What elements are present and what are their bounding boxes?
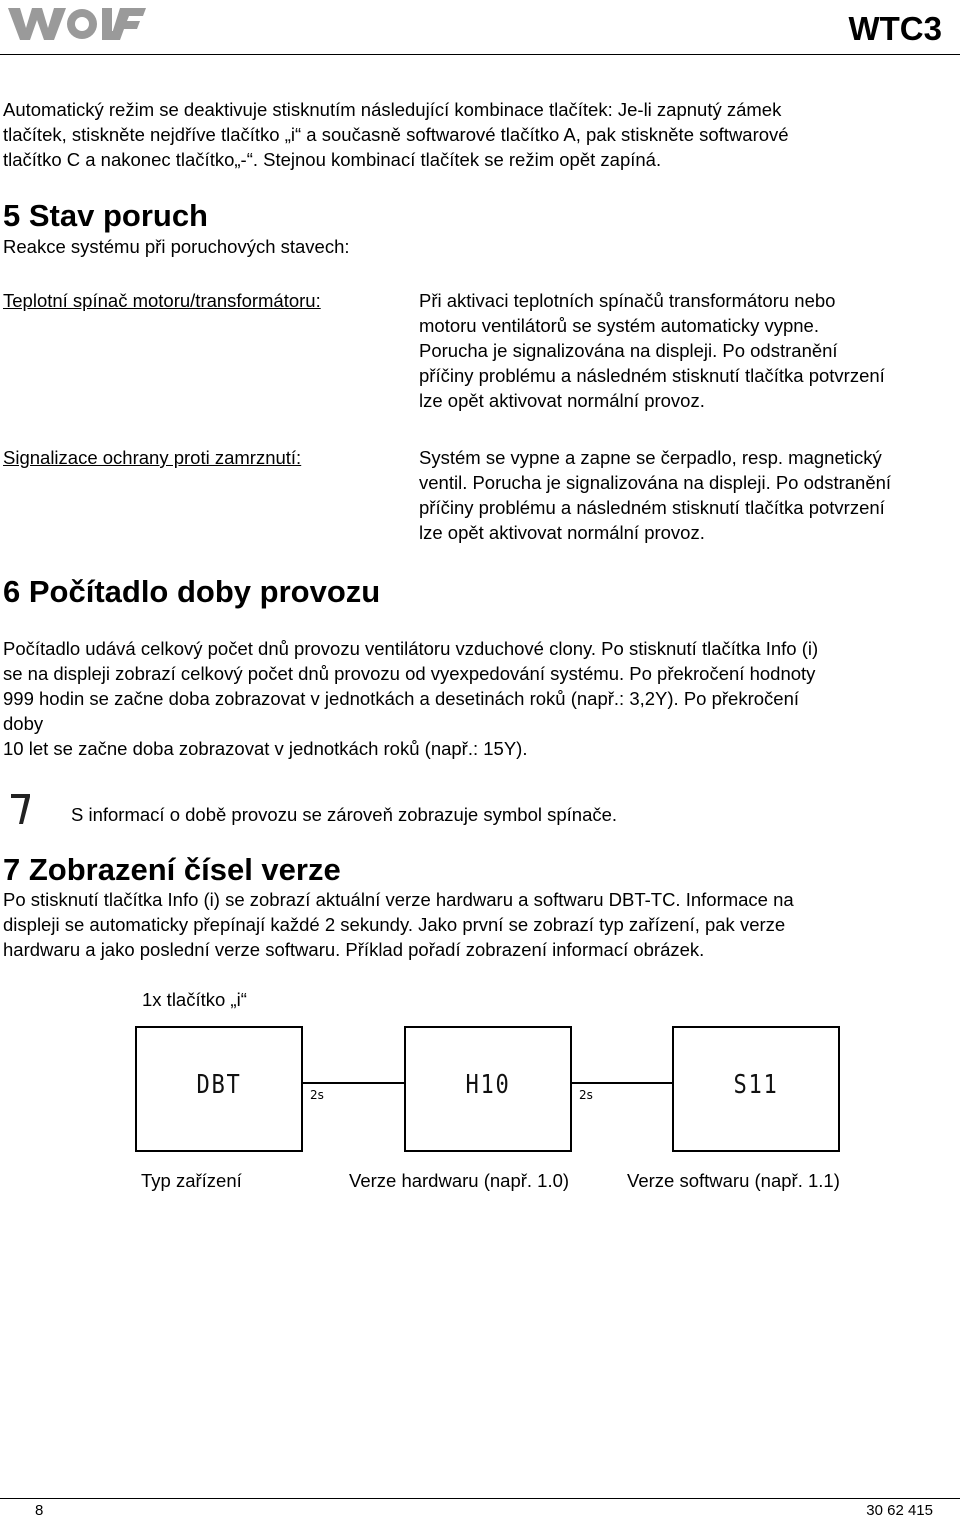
display-text-hardware-version: H10 [465,1070,511,1100]
delay-label-1: 2s [310,1088,324,1102]
fault-text-frost: Systém se vypne a zapne se čerpadlo, resp. magnetický ventil. Porucha je signalizována na displeji. Po odstranění příčiny problému a následném stisknutí tlačítka potvrzení lze opět aktivovat normální provoz. [419,447,892,543]
display-text-device-type: DBT [196,1070,242,1100]
section-7-title: 7 Zobrazení čísel verze [3,852,341,887]
press-button-note: 1x tlačítko „i“ [142,989,247,1010]
wolf-logo [6,4,148,44]
section-7-paragraph: Po stisknutí tlačítka Info (i) se zobrazí aktuální verze hardwaru a softwaru DBT-TC. Informace na displeji se automaticky přepínají každé 2 sekundy. Jako první se zobrazí typ zařízení, pak verze hardwaru a jako poslední verze softwaru. Příklad pořadí zobrazení informací obrázek. [3,889,794,960]
header-divider [0,54,960,55]
symbol-note: S informací o době provozu se zároveň zobrazuje symbol spínače. [71,804,618,825]
caption-hardware-version: Verze hardwaru (např. 1.0) [349,1170,570,1191]
fault-label-frost: Signalizace ochrany proti zamrznutí: [3,447,302,468]
switch-symbol-icon [8,792,32,826]
page-number: 8 [35,1502,44,1519]
section-5-title: 5 Stav poruch [3,198,208,233]
display-software-version [672,1026,840,1152]
model-name: WTC3 [848,10,942,47]
document-number: 30 62 415 [866,1502,933,1519]
intro-paragraph: Automatický režim se deaktivuje stisknutím následující kombinace tlačítek: Je-li zapnutý zámek tlačítek, stiskněte nejdříve tlačítko „i“ a současně softwarové tlačítko A, pak stiskněte softwarové tlačítko C a nakonec tlačítko„-“. Stejnou kombinací tlačítek se režim opět zapíná. [3,99,789,170]
caption-software-version: Verze softwaru (např. 1.1) [627,1170,840,1191]
footer-divider [0,1498,960,1499]
delay-label-2: 2s [579,1088,593,1102]
display-text-software-version: S11 [733,1070,779,1100]
caption-device-type: Typ zařízení [141,1170,242,1191]
connector-line-2 [572,1082,672,1084]
section-5-subtitle: Reakce systému při poruchových stavech: [3,236,350,257]
fault-text-motor: Při aktivaci teplotních spínačů transformátoru nebo motoru ventilátorů se systém automaticky vypne. Porucha je signalizována na displeji. Po odstranění příčiny problému a následném stisknutí tlačítka potvrzení lze opět aktivovat normální provoz. [419,290,885,411]
display-device-type [135,1026,303,1152]
connector-line-1 [303,1082,404,1084]
fault-label-motor: Teplotní spínač motoru/transformátoru: [3,290,321,311]
display-hardware-version [404,1026,572,1152]
section-6-paragraph: Počítadlo udává celkový počet dnů provozu ventilátoru vzduchové clony. Po stisknutí tlačítka Info (i) se na displeji zobrazí celkový počet dnů provozu od vyexpedování systému. Po překročení hodnoty 999 hodin se začne doba zobrazovat v jednotkách a desetinách roků (např.: 3,2Y). Po překročení doby 10 let se začne doba zobrazovat v jednotkách roků (např.: 15Y). [3,638,819,759]
section-6-title: 6 Počítadlo doby provozu [3,574,381,609]
